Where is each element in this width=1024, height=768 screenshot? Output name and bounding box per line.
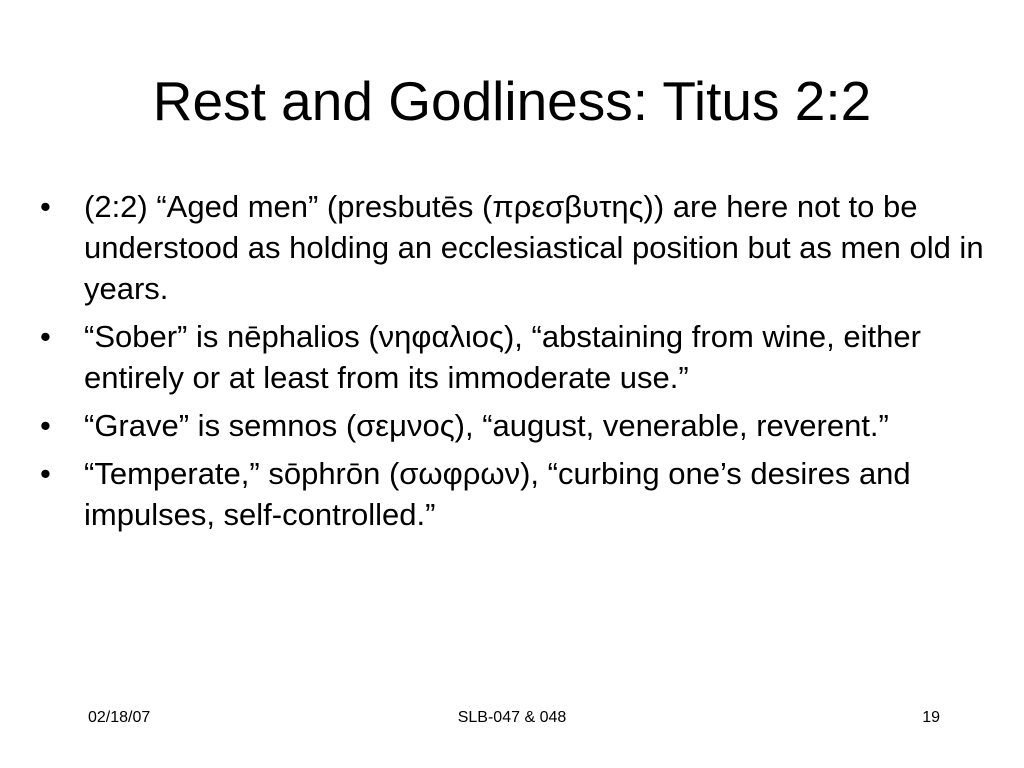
bullet-item [40, 186, 990, 309]
bullet-item [40, 405, 990, 446]
bullet-dot-icon: • [40, 456, 51, 491]
bullet-list [40, 186, 990, 542]
bullet-text: “Temperate,” sōphrōn (σωφρων), “curbing one’s desires and impulses, self-controlled.” [84, 456, 911, 532]
bullet-text: “Sober” is nēphalios (νηφαλιος), “abstaining from wine, either entirely or at least from its immoderate use.” [84, 319, 921, 395]
bullet-dot-icon: • [40, 408, 51, 443]
footer-date: 02/18/07 [88, 709, 151, 726]
bullet-dot-icon: • [40, 319, 51, 354]
bullet-text: (2:2) “Aged men” (presbutēs (πρεσβυτης)) are here not to be understood as holding an ecclesiastical position but as men old in years. [84, 189, 984, 306]
slide-title: Rest and Godliness: Titus 2:2 [152, 70, 872, 132]
footer-page-number: 19 [922, 709, 940, 726]
bullet-dot-icon: • [40, 189, 51, 224]
bullet-item [40, 453, 990, 535]
bullet-item [40, 316, 990, 398]
bullet-text: “Grave” is semnos (σεμνος), “august, venerable, reverent.” [84, 408, 889, 443]
footer-center-text: SLB-047 & 048 [457, 709, 567, 726]
